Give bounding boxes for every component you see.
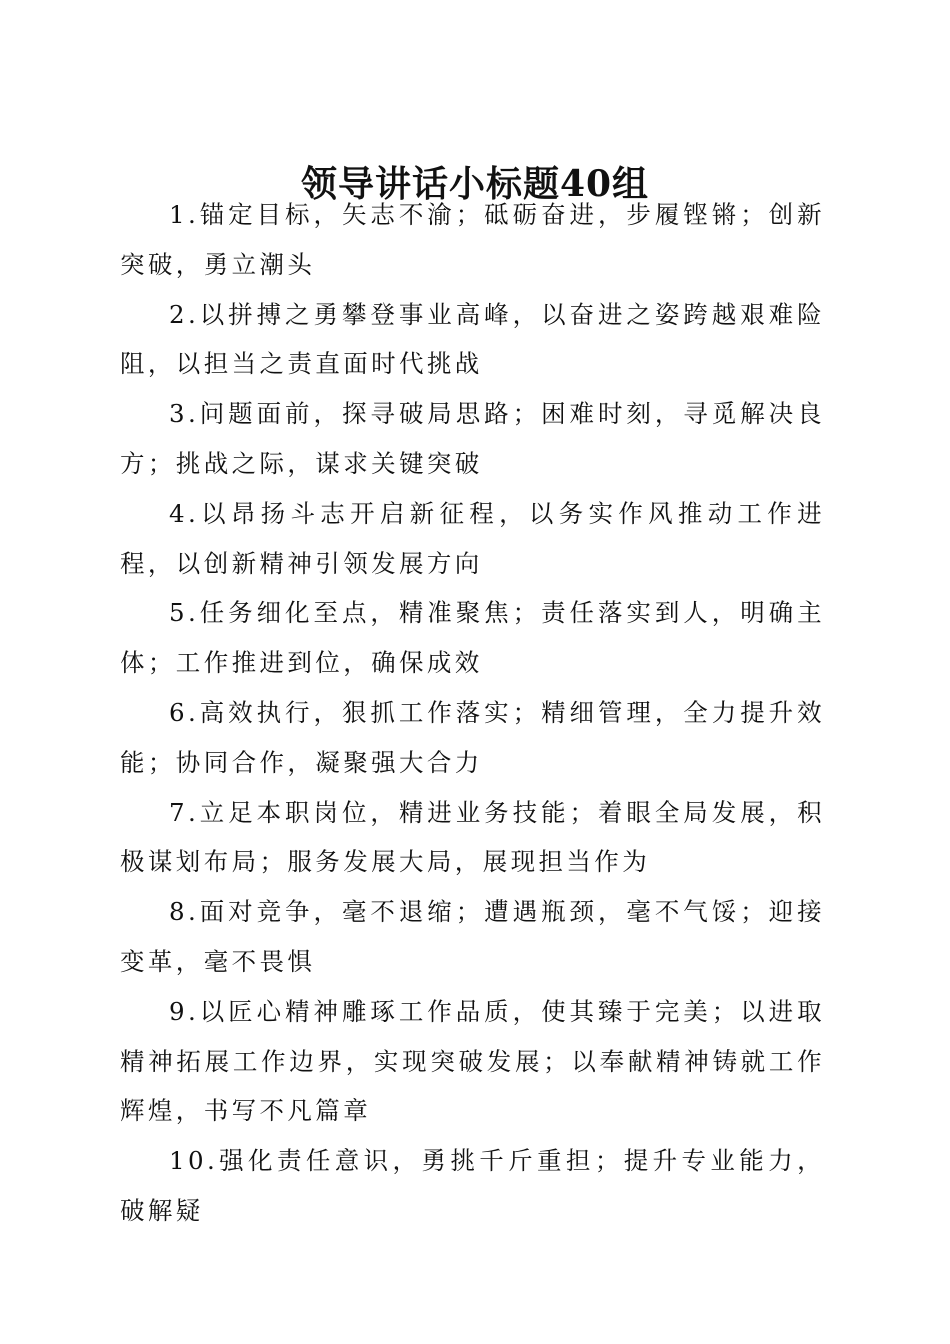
list-item: 1.锚定目标，矢志不渝；砥砺奋进，步履铿锵；创新突破，勇立潮头 [120,200,825,279]
list-item: 10.强化责任意识，勇挑千斤重担；提升专业能力，破解疑 [120,1146,825,1225]
document-body [120,190,825,1236]
list-item: 8.面对竞争，毫不退缩；遭遇瓶颈，毫不气馁；迎接变革，毫不畏惧 [120,897,825,976]
page-title: 领导讲话小标题40组 [300,163,650,206]
list-item: 4.以昂扬斗志开启新征程，以务实作风推动工作进程，以创新精神引领发展方向 [120,498,825,578]
list-item: 7.立足本职岗位，精进业务技能；着眼全局发展，积极谋划布局；服务发展大局，展现担当作为 [120,797,825,877]
list-item: 9.以匠心精神雕琢工作品质，使其臻于完美；以进取精神拓展工作边界，实现突破发展；以奉献精神铸就工作辉煌，书写不凡篇章 [120,996,825,1126]
list-item: 6.高效执行，狠抓工作落实；精细管理，全力提升效能；协同合作，凝聚强大合力 [120,697,825,777]
list-item: 2.以拼搏之勇攀登事业高峰，以奋进之姿跨越艰难险阻，以担当之责直面时代挑战 [120,299,825,379]
list-item: 3.问题面前，探寻破局思路；困难时刻，寻觅解决良方；挑战之际，谋求关键突破 [120,399,825,478]
list-item: 5.任务细化至点，精准聚焦；责任落实到人，明确主体；工作推进到位，确保成效 [120,598,825,678]
